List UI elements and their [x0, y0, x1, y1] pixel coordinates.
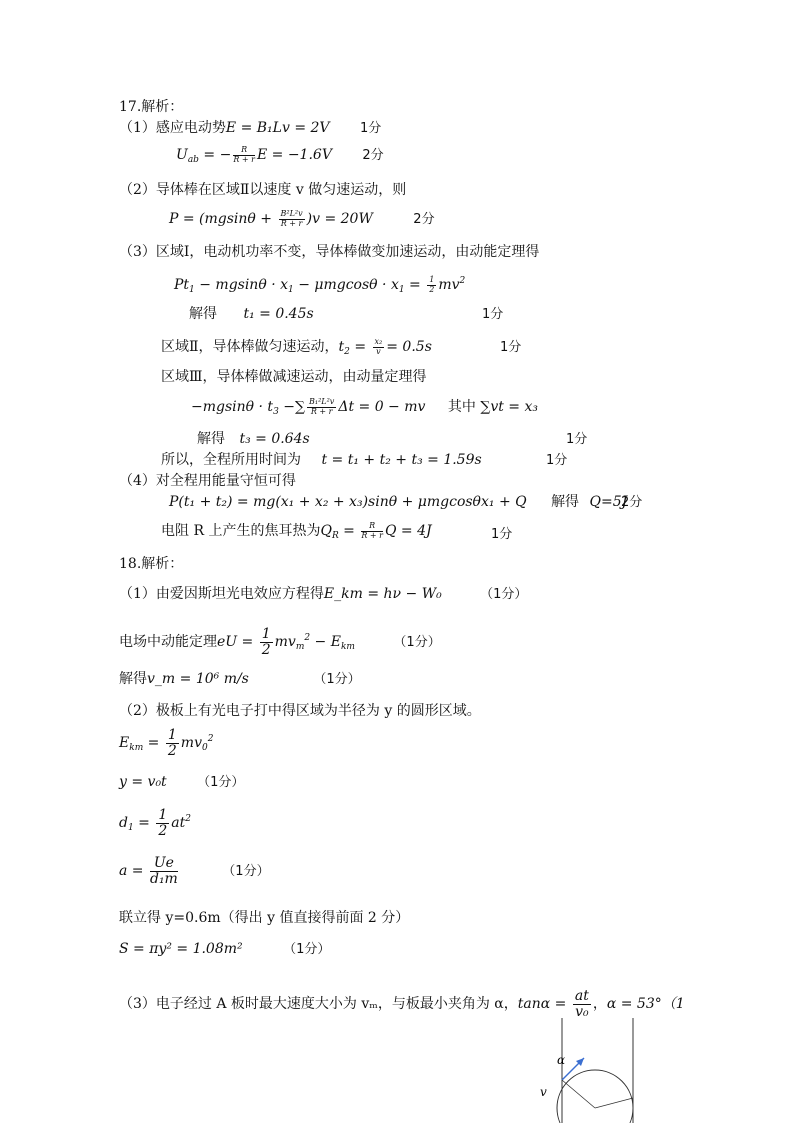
q17-momentum-lhs: $-mgsin\theta \cdot t_3$ −∑	[191, 399, 305, 417]
q18-vm-line	[119, 670, 361, 689]
q18-a-line: a = $\frac{Ue}{\text{d₁m}}$ （1分）	[119, 855, 270, 887]
q18-ekm-line: $E_{km}$ = $\frac{1}{2}$ $mv_0^2$	[119, 727, 214, 759]
q18-photo-equation: E_km = hν − W₀	[323, 586, 442, 602]
q17-joule-line: 电阻 R 上产生的焦耳热为$Q_R$ = $\frac{R}{R + r}$ Q = 4J	[161, 521, 432, 541]
q17-part2-text: （2）导体棒在区域Ⅱ以速度 v 做匀速运动，则	[119, 182, 407, 198]
q17-part1-label: （1）感应电动势	[119, 120, 226, 136]
q17-t2-fraction: $\frac{\text{x₂}}{v}$	[374, 337, 383, 356]
q18-part1-line	[119, 585, 527, 604]
q17-power-lhs: P = (mgsinθ +	[169, 211, 277, 227]
q17-part3-text: （3）区域Ⅰ，电动机功率不变，导体棒做变加速运动，由动能定理得	[119, 244, 540, 260]
q17-energy-equation: P(t₁ + t₂) = mg(x₁ + x₂ + x₃)sinθ + μmgcosθx₁ + Q	[169, 494, 527, 510]
q17-energy-points: 2分	[621, 495, 643, 510]
q17-t2-points: 1分	[500, 340, 522, 355]
q17-uab-lhs: $U_{ab}$ = −	[176, 147, 232, 165]
q17-part4-text: （4）对全程用能量守恒可得	[119, 473, 296, 489]
q18-y-equation: y = v₀t	[119, 774, 167, 790]
q17-power-line: P = (mgsinθ + $\frac{\text{B²L²v}}{R + r}$ )v = 20W 2分	[169, 209, 435, 228]
q17-total-line	[161, 451, 482, 469]
q18-part3-text: （3）电子经过 A 板时最大速度大小为 vₘ，与板最小夹角为 α，	[119, 996, 518, 1013]
q17-half-fraction: $\frac{1}{2}$	[429, 275, 435, 294]
q17-total-points: 1分	[546, 453, 568, 468]
q17-emf-equation: E = B₁Lv = 2V	[225, 120, 330, 136]
q17-t3-points: 1分	[566, 432, 588, 447]
q18-vm-solve: 解得	[119, 671, 147, 687]
q18-field-points: （1分）	[393, 635, 441, 651]
q18-area-line	[119, 940, 330, 959]
q17-part1-line	[119, 119, 381, 138]
q17-joule-fraction: $\frac{R}{R + r}$	[361, 521, 383, 540]
q18-field-line: 电场中动能定理eU = $\frac{1}{2}$ $mv_m^2 - E_{km}$ （1分）	[119, 626, 441, 658]
q18-area-points: （1分）	[283, 942, 331, 957]
q18-ekm-fraction: $\frac{1}{2}$	[167, 727, 177, 759]
trajectory-circle	[557, 1070, 633, 1123]
q17-qizhong: 其中	[447, 399, 476, 415]
q17-t1-solve: 解得	[189, 306, 217, 322]
q18-vm-points: （1分）	[313, 672, 361, 687]
q17-energy-line	[169, 493, 627, 511]
q17-uab-line	[176, 146, 384, 169]
q17-uab-fraction: $\frac{R}{R + r}$	[233, 145, 255, 164]
q18-part2-text: （2）极板上有光电子打中得区域为半径为 y 的圆形区域。	[119, 703, 481, 719]
q18-a-points: （1分）	[222, 864, 270, 880]
q17-power-fraction: $\frac{\text{B²L²v}}{R + r}$	[280, 209, 303, 228]
q17-total-text: 所以，全程所用时间为	[161, 452, 301, 468]
q18-vm-equation: v_m = 10⁶ m/s	[147, 671, 249, 687]
q17-region3-text: 区域Ⅲ，导体棒做减速运动，由动量定理得	[161, 369, 427, 385]
q18-alpha-value: α = 53°（1	[606, 996, 685, 1013]
q17-t1-line	[189, 305, 314, 323]
q17-momentum-line: $-mgsin\theta \cdot t_3$ −∑ $\frac{\text{B₁²L²v}}{R + r}$ Δt = 0 − mv 其中 ∑vt = x₃	[191, 397, 538, 417]
q18-title: 18.解析：	[119, 556, 184, 572]
q17-t2-value: = 0.5s	[386, 339, 432, 355]
q17-t3-solve: 解得	[197, 431, 225, 447]
q17-energy-solve: 解得	[551, 494, 580, 510]
q17-t3-value: t₃ = 0.64s	[239, 431, 310, 447]
q18-d1-fraction: $\frac{1}{2}$	[158, 807, 168, 839]
q18-tan-fraction: $\frac{at}{\text{v₀}}$	[574, 988, 589, 1020]
q17-power-result: v = 20W	[312, 211, 373, 227]
q17-uab-points: 2分	[362, 148, 384, 163]
q18-trajectory-figure	[535, 1018, 645, 1123]
q18-part1-text: （1）由爱因斯坦光电效应方程得	[119, 586, 324, 602]
q18-field-text: 电场中动能定理	[119, 634, 217, 651]
q17-total-equation: t = t₁ + t₂ + t₃ = 1.59s	[321, 452, 482, 468]
q18-part3-line: （3）电子经过 A 板时最大速度大小为 vₘ，与板最小夹角为 α，tanα = $\frac{at}{\text{v₀}}$ ，α = 53°（1	[119, 988, 685, 1020]
radius-line	[562, 1080, 595, 1108]
q18-area-equation: S = πy² = 1.08m²	[119, 941, 243, 957]
q17-sum-vt: ∑vt = x₃	[480, 399, 538, 415]
q18-joint-text: 联立得 y=0.6m（得出 y 值直接得前面 2 分）	[119, 910, 410, 926]
q17-uab-rhs: E = −1.6V	[256, 147, 332, 163]
q18-part1-points: （1分）	[480, 587, 528, 602]
q17-part1-points: 1分	[359, 121, 382, 136]
figure-v-label: v	[540, 1085, 547, 1099]
figure-alpha-label: α	[557, 1053, 566, 1067]
q18-y-line	[119, 773, 244, 792]
q17-momentum-fraction: $\frac{\text{B₁²L²v}}{R + r}$	[308, 397, 335, 416]
q18-d1-line: $d_1$ = $\frac{1}{2}$ $at^2$	[119, 807, 191, 839]
q18-y-points: （1分）	[197, 775, 245, 790]
q17-work-energy-equation: $Pt_1 - mgsin\theta \cdot x_1 - \mu mgcos\theta \cdot x_1$ =	[174, 277, 426, 295]
q17-power-points: 2分	[413, 212, 435, 227]
q17-t1-value: t₁ = 0.45s	[243, 306, 314, 322]
q17-work-energy-line: $Pt_1 - mgsin\theta \cdot x_1 - \mu mgcos\theta \cdot x_1$ = $\frac{1}{2}$ $mv^2$	[174, 275, 466, 295]
q17-region2-text: 区域Ⅱ，导体棒做匀速运动，	[161, 339, 339, 355]
q17-joule-text: 电阻 R 上产生的焦耳热为	[161, 523, 321, 539]
q17-t1-points: 1分	[482, 307, 504, 322]
q17-joule-points: 1分	[491, 527, 513, 542]
radius-line-2	[595, 1098, 633, 1108]
q17-t3-line	[197, 430, 310, 448]
q18-half-fraction: $\frac{1}{2}$	[261, 626, 271, 658]
q17-region2-line: 区域Ⅱ，导体棒做匀速运动，$t_2$ = $\frac{\text{x₂}}{v}$ = 0.5s	[161, 337, 432, 357]
q17-title: 17.解析：	[119, 99, 184, 115]
q17-q-value: Q=5J	[589, 494, 628, 510]
q17-joule-result: Q = 4J	[385, 523, 432, 539]
q18-a-fraction: $\frac{Ue}{\text{d₁m}}$	[149, 855, 178, 887]
